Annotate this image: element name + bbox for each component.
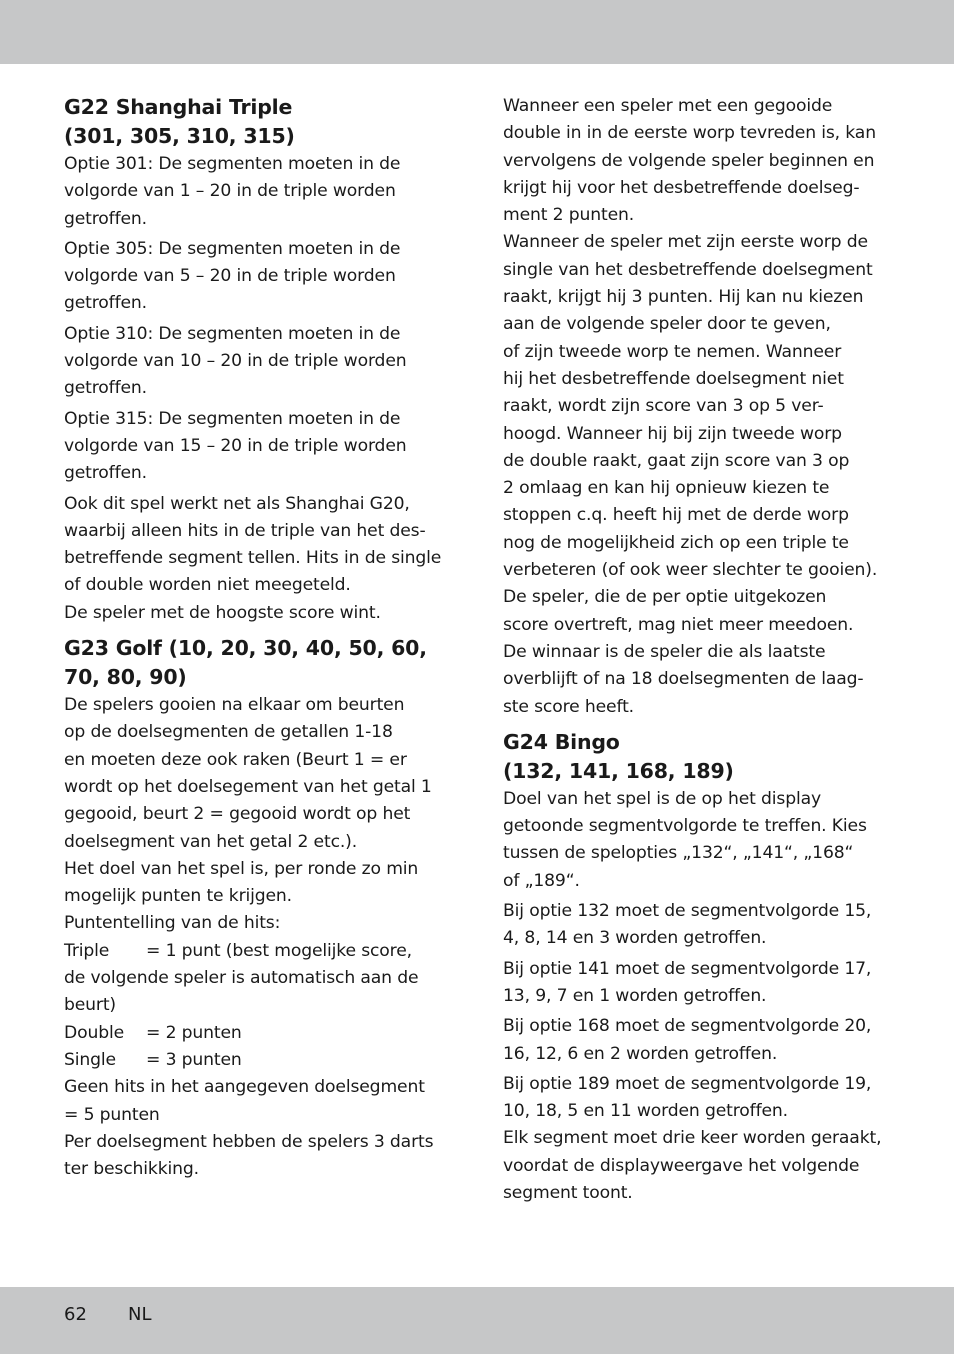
text-line: Bij optie 189 moet de segmentvolgorde 19, bbox=[503, 1073, 872, 1094]
g24-option-168 bbox=[503, 1013, 895, 1068]
text-line: Wanneer een speler met een gegooide bbox=[503, 96, 833, 116]
text-line: Single bbox=[64, 1049, 116, 1070]
text-line: 10, 18, 5 en 11 worden getroffen. bbox=[503, 1101, 788, 1122]
text-line: de double raakt, gaat zijn score van 3 op bbox=[503, 450, 850, 471]
text-line: tussen de spelopties „132“, „141“, „168“ bbox=[503, 843, 854, 864]
text-line: Optie 305: De segmenten moeten in de bbox=[64, 238, 401, 259]
text-line: Doel van het spel is de op het display bbox=[503, 788, 822, 809]
text-line: aan de volgende speler door te geven, bbox=[503, 314, 831, 335]
text-line: doelsegment van het getal 2 etc.). bbox=[64, 831, 358, 852]
page-number: 62 bbox=[64, 1304, 87, 1325]
text-line: hoogd. Wanneer hij bij zijn tweede worp bbox=[503, 423, 842, 444]
g24-title bbox=[503, 728, 895, 786]
text-line: Bij optie 132 moet de segmentvolgorde 15, bbox=[503, 901, 872, 922]
text-line: volgorde van 1 – 20 in de triple worden bbox=[64, 181, 396, 202]
text-line: = 1 punt (best mogelijke score, bbox=[146, 940, 412, 961]
text-line: Wanneer de speler met zijn eerste worp de bbox=[503, 232, 868, 253]
text-line: ment 2 punten. bbox=[503, 205, 635, 226]
text-line: Optie 310: De segmenten moeten in de bbox=[64, 323, 401, 344]
text-line: de volgende speler is automatisch aan de bbox=[64, 968, 419, 989]
g22-option-315 bbox=[64, 406, 456, 488]
text-line: De speler met de hoogste score wint. bbox=[64, 602, 381, 623]
text-line: 4, 8, 14 en 3 worden getroffen. bbox=[503, 928, 767, 949]
text-line: Double bbox=[64, 1022, 125, 1043]
text-line: = 3 punten bbox=[146, 1049, 242, 1070]
text-line: getroffen. bbox=[64, 208, 147, 229]
text-line: verbeteren (of ook weer slechter te gooien). bbox=[503, 560, 878, 581]
g22-option-301 bbox=[64, 151, 456, 233]
text-line: op de doelsegmenten de getallen 1-18 bbox=[64, 722, 393, 743]
text-line: wordt op het doelsegement van het getal 1 bbox=[64, 776, 432, 797]
text-line: beurt) bbox=[64, 995, 116, 1016]
text-line: getroffen. bbox=[64, 378, 147, 399]
text-line: Per doelsegment hebben de spelers 3 darts bbox=[64, 1131, 434, 1152]
text-line: De speler, die de per optie uitgekozen bbox=[503, 587, 827, 608]
text-line: of zijn tweede worp te nemen. Wanneer bbox=[503, 341, 842, 362]
text-line: Puntentelling van de hits: bbox=[64, 913, 281, 934]
text-line: volgorde van 5 – 20 in de triple worden bbox=[64, 266, 396, 287]
text-line: raakt, krijgt hij 3 punten. Hij kan nu kiezen bbox=[503, 287, 864, 308]
g24-option-141 bbox=[503, 956, 895, 1011]
g23-continuation bbox=[503, 93, 895, 721]
text-line: getoonde segmentvolgorde te treffen. Kies bbox=[503, 816, 867, 837]
text-line: raakt, wordt zijn score van 3 op 5 ver- bbox=[503, 396, 824, 417]
text-line: 16, 12, 6 en 2 worden getroffen. bbox=[503, 1043, 778, 1064]
text-line: Optie 315: De segmenten moeten in de bbox=[64, 408, 401, 429]
text-line: Het doel van het spel is, per ronde zo min bbox=[64, 858, 419, 879]
text-line: vervolgens de volgende speler beginnen en bbox=[503, 150, 875, 171]
score-row-triple bbox=[64, 938, 456, 965]
text-line: hij het desbetreffende doelsegment niet bbox=[503, 368, 844, 389]
text-line: G23 Golf (10, 20, 30, 40, 50, 60, bbox=[64, 636, 427, 661]
text-line: krijgt hij voor het desbetreffende doelseg- bbox=[503, 177, 860, 198]
g24-option-189 bbox=[503, 1071, 895, 1207]
text-line: Geen hits in het aangegeven doelsegment bbox=[64, 1077, 425, 1098]
text-line: single van het desbetreffende doelsegment bbox=[503, 259, 873, 280]
text-line: Optie 301: De segmenten moeten in de bbox=[64, 154, 401, 174]
text-line: stoppen c.q. heeft hij met de derde worp bbox=[503, 505, 849, 526]
text-line: Bij optie 168 moet de segmentvolgorde 20, bbox=[503, 1016, 872, 1037]
text-line: betreffende segment tellen. Hits in de single bbox=[64, 548, 442, 569]
g22-title bbox=[64, 93, 456, 151]
text-line: overblijft of na 18 doelsegmenten de laag- bbox=[503, 669, 864, 690]
text-line: getroffen. bbox=[64, 463, 147, 484]
text-line: nog de mogelijkheid zich op een triple te bbox=[503, 532, 849, 553]
text-line: Bij optie 141 moet de segmentvolgorde 17, bbox=[503, 958, 872, 979]
right-column bbox=[503, 93, 895, 1207]
g24-option-132 bbox=[503, 898, 895, 953]
text-line: = 2 punten bbox=[146, 1022, 242, 1043]
g22-option-305 bbox=[64, 236, 456, 318]
text-line: of „189“. bbox=[503, 870, 580, 891]
text-line: voordat de displayweergave het volgende bbox=[503, 1155, 860, 1176]
text-line: gegooid, beurt 2 = gegooid wordt op het bbox=[64, 804, 411, 825]
text-line: volgorde van 10 – 20 in de triple worden bbox=[64, 351, 407, 372]
text-line: getroffen. bbox=[64, 293, 147, 314]
language-code: NL bbox=[128, 1304, 152, 1325]
text-line: (132, 141, 168, 189) bbox=[503, 758, 734, 783]
text-line: mogelijk punten te krijgen. bbox=[64, 886, 292, 907]
text-line: Ook dit spel werkt net als Shanghai G20, bbox=[64, 493, 410, 514]
g22-option-310 bbox=[64, 321, 456, 403]
text-line: De spelers gooien na elkaar om beurten bbox=[64, 695, 405, 716]
left-column bbox=[64, 93, 456, 1183]
g24-intro bbox=[503, 786, 895, 895]
text-line: 13, 9, 7 en 1 worden getroffen. bbox=[503, 985, 767, 1006]
text-line: De winnaar is de speler die als laatste bbox=[503, 641, 826, 662]
text-line: ter beschikking. bbox=[64, 1159, 199, 1180]
text-line: Elk segment moet drie keer worden geraakt, bbox=[503, 1128, 882, 1149]
text-line: en moeten deze ook raken (Beurt 1 = er bbox=[64, 749, 407, 770]
text-line: of double worden niet meegeteld. bbox=[64, 575, 351, 596]
score-row-double bbox=[64, 1020, 456, 1047]
g22-description bbox=[64, 491, 456, 627]
text-line: double in in de eerste worp tevreden is, kan bbox=[503, 123, 876, 144]
g23-title bbox=[64, 634, 456, 692]
text-line: 70, 80, 90) bbox=[64, 665, 187, 690]
text-line: = 5 punten bbox=[64, 1104, 160, 1125]
text-line: G22 Shanghai Triple bbox=[64, 95, 293, 119]
header-bar bbox=[0, 0, 954, 64]
text-line: volgorde van 15 – 20 in de triple worden bbox=[64, 435, 407, 456]
text-line: G24 Bingo bbox=[503, 729, 620, 754]
text-line: score overtreft, mag niet meer meedoen. bbox=[503, 614, 854, 635]
text-line: (301, 305, 310, 315) bbox=[64, 124, 295, 148]
text-line: ste score heeft. bbox=[503, 696, 634, 717]
score-row-single bbox=[64, 1047, 456, 1074]
text-line: 2 omlaag en kan hij opnieuw kiezen te bbox=[503, 478, 830, 499]
g23-body bbox=[64, 692, 456, 1183]
text-line: Triple bbox=[64, 940, 110, 961]
text-line: segment toont. bbox=[503, 1182, 633, 1203]
text-line: waarbij alleen hits in de triple van het des- bbox=[64, 520, 426, 541]
